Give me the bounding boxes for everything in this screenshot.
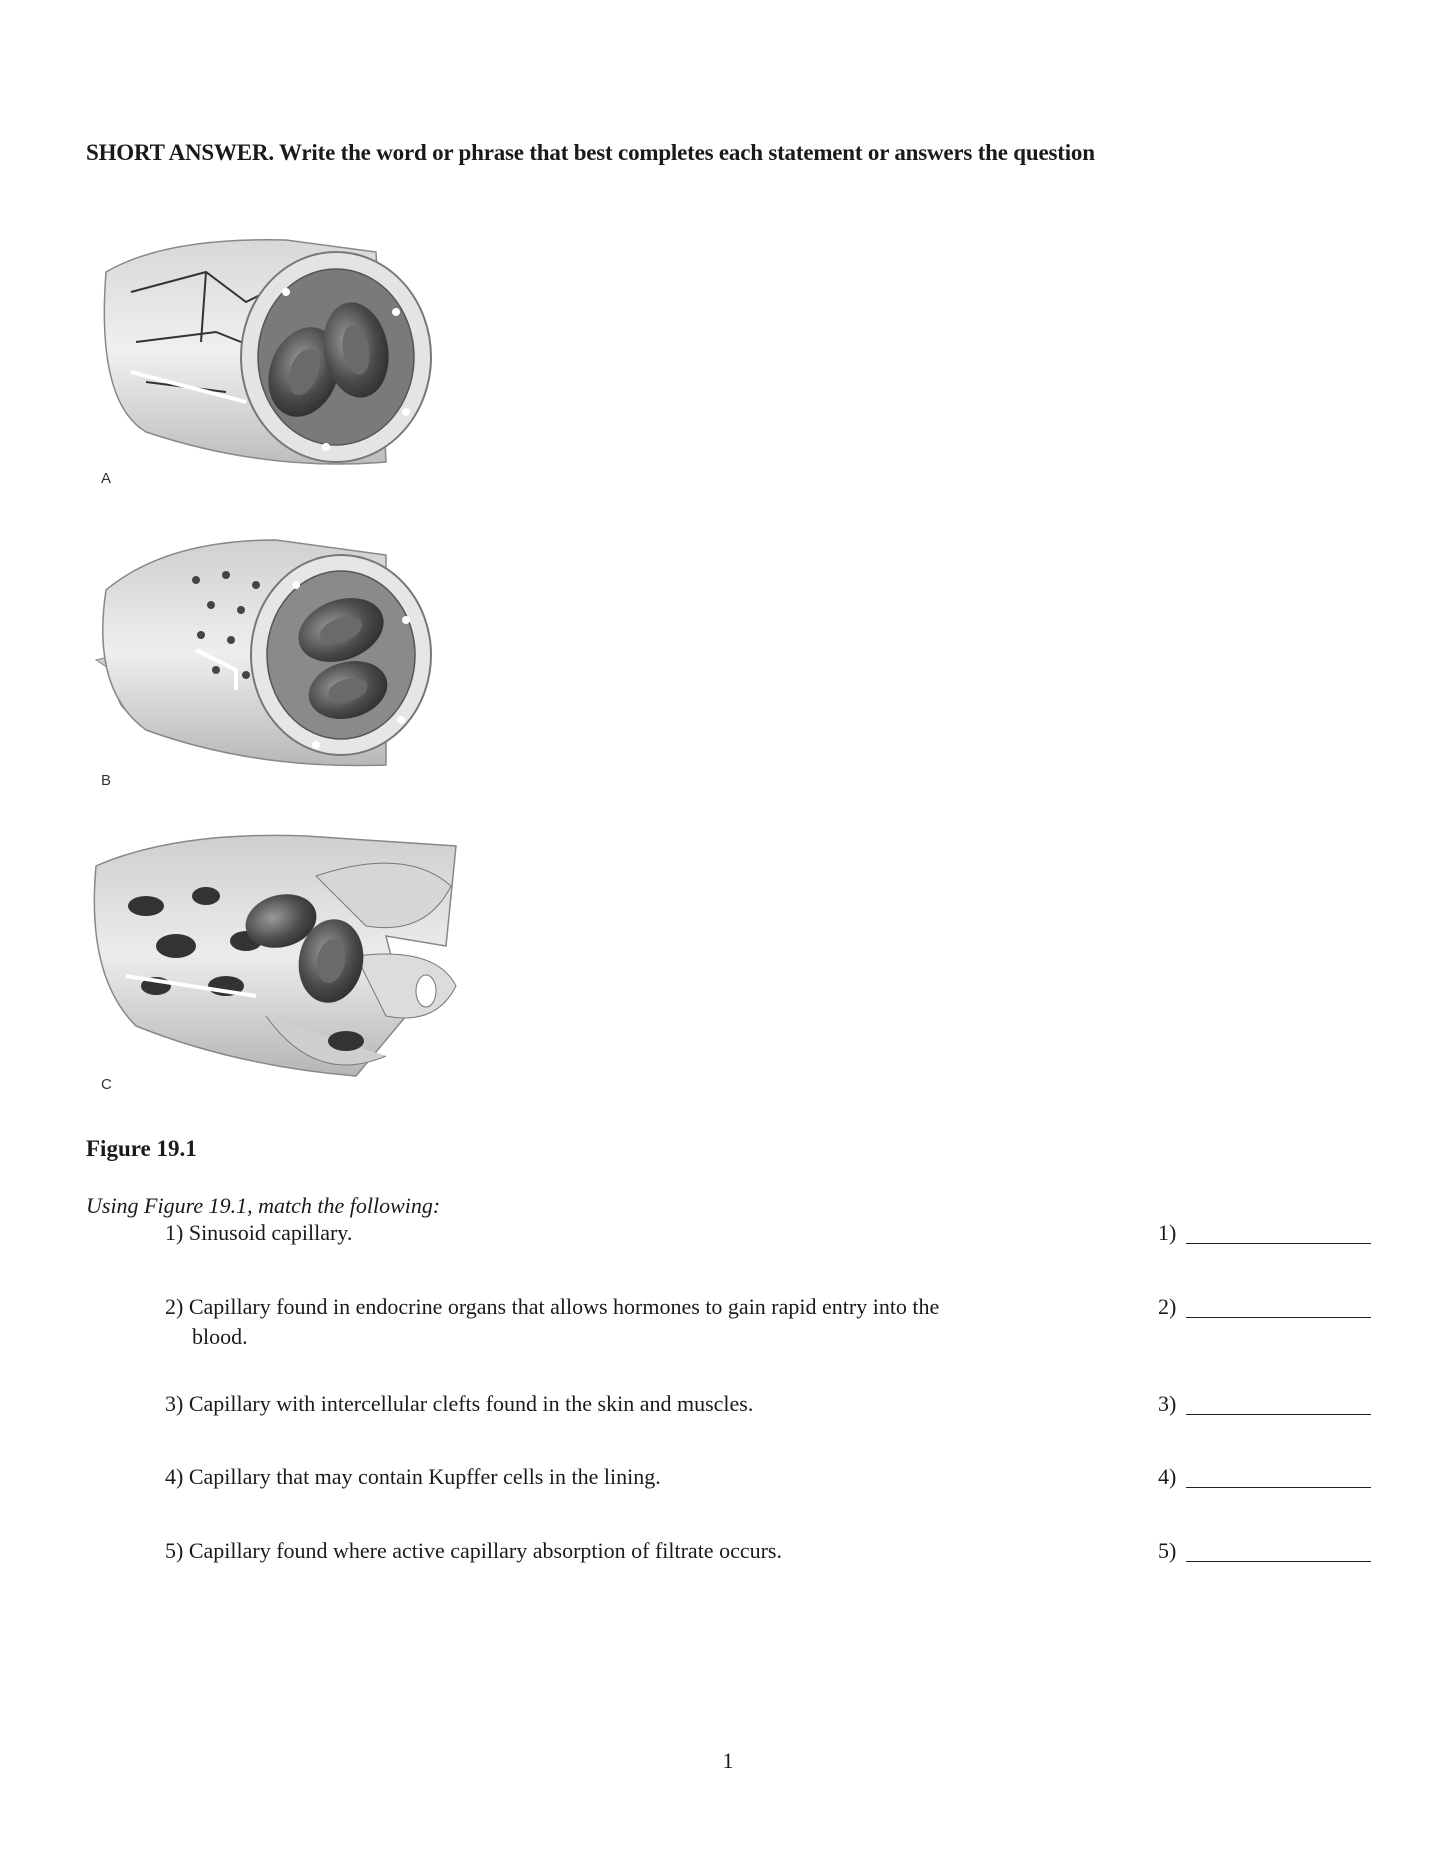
question-1 <box>165 1218 1080 1248</box>
answer-2 <box>1158 1292 1371 1322</box>
answer-blank[interactable] <box>1186 1541 1371 1562</box>
question-text: Capillary found in endocrine organs that allows hormones to gain rapid entry into the <box>188 1294 940 1319</box>
fenestrated-capillary-icon <box>86 530 456 780</box>
question-4 <box>165 1462 1080 1492</box>
question-text: Capillary found where active capillary absorption of filtrate occurs. <box>188 1538 782 1563</box>
question-2 <box>165 1292 1080 1352</box>
answer-label: 4) <box>1158 1464 1177 1489</box>
question-text-continuation: blood. <box>192 1324 248 1349</box>
answer-label: 5) <box>1158 1538 1177 1563</box>
answer-4 <box>1158 1462 1371 1492</box>
figure-title: Figure 19.1 <box>86 1136 197 1161</box>
question-number: 2) <box>165 1294 184 1319</box>
answer-1 <box>1158 1218 1371 1248</box>
question-text: Capillary with intercellular clefts found in the skin and muscles. <box>188 1391 754 1416</box>
instruction-text: Using Figure 19.1, match the following: <box>86 1193 441 1218</box>
answer-blank[interactable] <box>1186 1467 1371 1488</box>
figure-c-label: C <box>101 1076 112 1093</box>
answer-blank[interactable] <box>1186 1297 1371 1318</box>
question-3 <box>165 1389 1080 1419</box>
figure-b-label: B <box>101 772 112 789</box>
answer-label: 3) <box>1158 1391 1177 1416</box>
question-number: 1) <box>165 1220 184 1245</box>
figure-a-illustration <box>86 232 478 482</box>
question-number: 3) <box>165 1391 184 1416</box>
continuous-capillary-icon <box>86 232 456 482</box>
page-number: 1 <box>722 1748 734 1773</box>
question-number: 4) <box>165 1464 184 1489</box>
answer-5 <box>1158 1536 1371 1566</box>
question-text: Sinusoid capillary. <box>188 1220 353 1245</box>
section-header: SHORT ANSWER. Write the word or phrase that best completes each statement or answers the question <box>86 140 1095 165</box>
sinusoid-capillary-icon <box>86 826 466 1086</box>
question-5 <box>165 1536 1080 1566</box>
answer-blank[interactable] <box>1186 1223 1371 1244</box>
question-number: 5) <box>165 1538 184 1563</box>
answer-blank[interactable] <box>1186 1394 1371 1415</box>
figure-b-illustration <box>86 530 478 780</box>
figure-c-illustration <box>86 826 478 1086</box>
figure-a-label: A <box>101 470 112 487</box>
answer-label: 2) <box>1158 1294 1177 1319</box>
answer-label: 1) <box>1158 1220 1177 1245</box>
question-text: Capillary that may contain Kupffer cells in the lining. <box>188 1464 661 1489</box>
answer-3 <box>1158 1389 1371 1419</box>
